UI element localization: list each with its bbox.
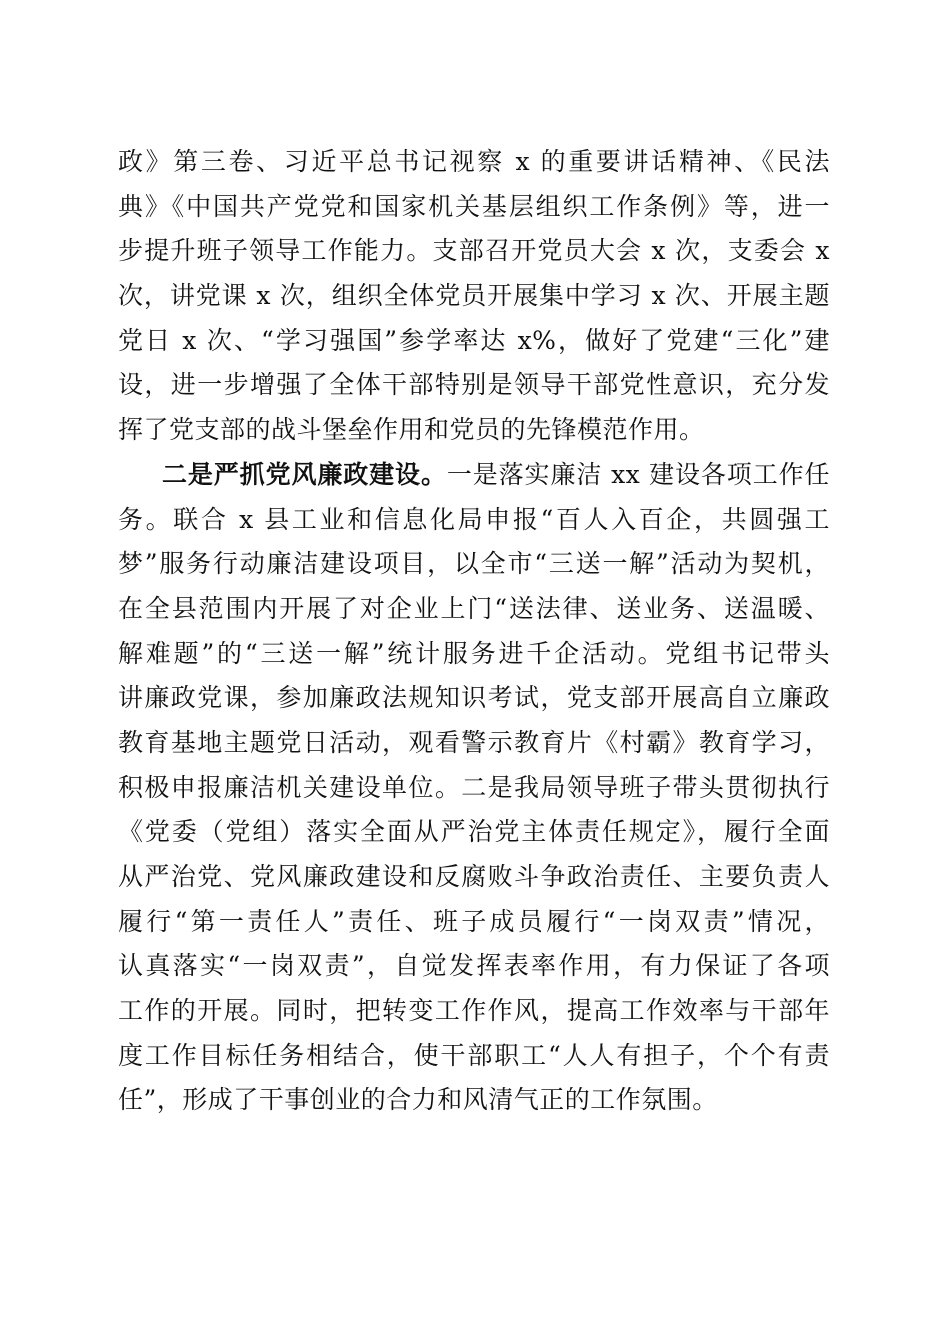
paragraph-line: 工作的开展。同时，把转变工作作风，提高工作效率与干部年 [118,996,830,1026]
paragraph-1 [118,140,830,453]
paragraph-line: 《党委（党组）落实全面从严治党主体责任规定》，履行全面 [118,817,830,847]
paragraph-line: 度工作目标任务相结合，使干部职工“人人有担子，个个有责 [118,1040,830,1070]
paragraph-line: 履行“第一责任人”责任、班子成员履行“一岗双责”情况， [118,906,830,936]
paragraph-text: 一是落实廉洁 xx 建设各项工作任 [446,459,830,489]
paragraph-line: 务。联合 x 县工业和信息化局申报“百人入百企，共圆强工 [118,504,830,534]
paragraph-line: 讲廉政党课，参加廉政法规知识考试，党支部开展高自立廉政 [118,683,830,713]
paragraph-line: 设，进一步增强了全体干部特别是领导干部党性意识，充分发 [118,370,830,400]
paragraph-line: 教育基地主题党日活动，观看警示教育片《村霸》教育学习， [118,727,830,757]
paragraph-2 [118,453,830,1123]
paragraph-line: 从严治党、党风廉政建设和反腐败斗争政治责任、主要负责人 [118,862,830,891]
paragraph-line: 挥了党支部的战斗堡垒作用和党员的先锋模范作用。 [118,415,705,445]
paragraph-line: 在全县范围内开展了对企业上门“送法律、送业务、送温暖、 [118,593,830,623]
paragraph-line: 积极申报廉洁机关建设单位。二是我局领导班子带头贯彻执行 [118,772,830,802]
body-text [118,140,830,1123]
paragraph-line: 步提升班子领导工作能力。支部召开党员大会 x 次，支委会 x [118,236,830,266]
paragraph-line: 次，讲党课 x 次，组织全体党员开展集中学习 x 次、开展主题 [118,281,830,311]
paragraph-line: 典》《中国共产党党和国家机关基层组织工作条例》等，进一 [118,191,830,221]
paragraph-first-line [118,453,830,498]
paragraph-line: 解难题”的“三送一解”统计服务进千企活动。党组书记带头 [118,638,830,668]
paragraph-line: 认真落实“一岗双责”，自觉发挥表率作用，有力保证了各项 [118,951,830,981]
paragraph-line: 党日 x 次、“学习强国”参学率达 x%，做好了党建“三化”建 [118,325,830,355]
paragraph-line: 任”，形成了干事创业的合力和风清气正的工作氛围。 [118,1085,718,1115]
paragraph-line: 政》第三卷、习近平总书记视察 x 的重要讲话精神、《民法 [118,147,830,176]
section-heading: 二是严抓党风廉政建设。 [162,459,447,489]
paragraph-line: 梦”服务行动廉洁建设项目，以全市“三送一解”活动为契机， [118,549,830,579]
